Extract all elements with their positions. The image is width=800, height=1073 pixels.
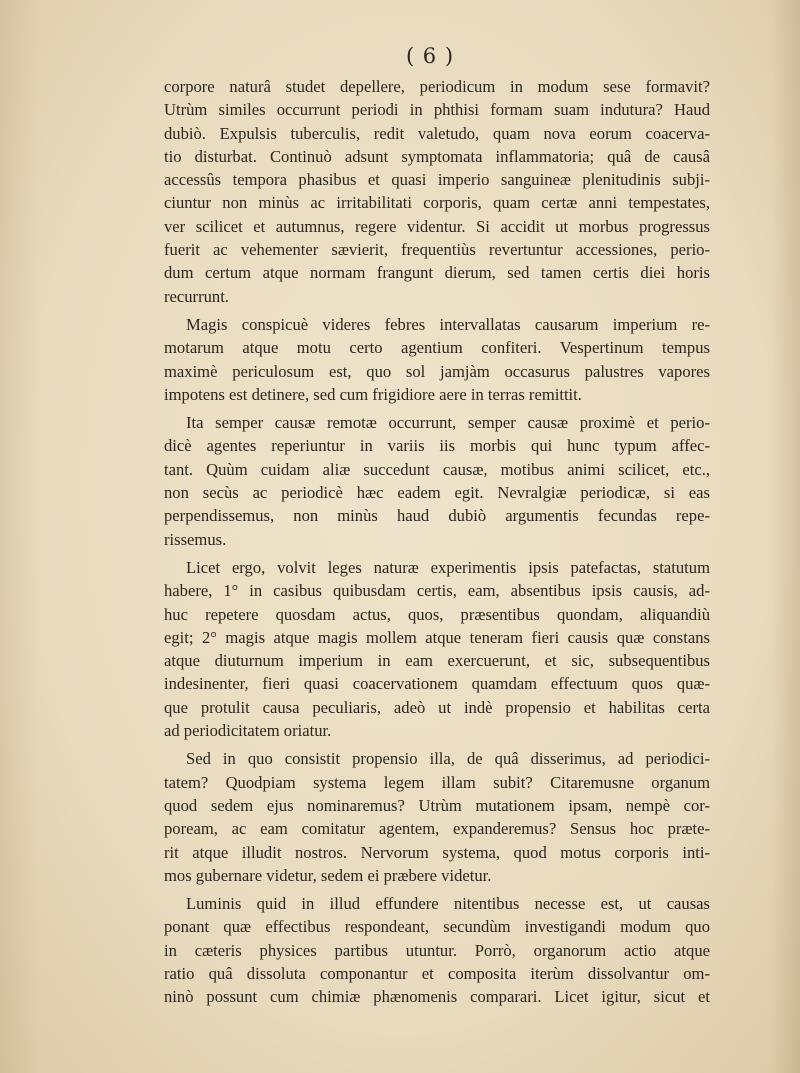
text-line: quod sedem ejus nominaremus? Utrùm mutationem ipsam, nempè cor- xyxy=(164,795,710,815)
text-line: ad periodicitatem oriatur. xyxy=(164,721,332,741)
text-line: poream, ac eam comitatur agentem, expanderemus? Sensus hoc præte- xyxy=(164,819,710,839)
text-line: habere, 1° in casibus quibusdam certis, eam, absentibus ipsis causis, ad- xyxy=(164,581,710,601)
text-line: dicè agentes reperiuntur in variis iis morbis qui hunc typum affec- xyxy=(164,436,710,456)
text-line: Utrùm similes occurrunt periodi in phthisi formam suam indutura? Haud xyxy=(164,100,710,120)
text-line: tio disturbat. Continuò adsunt symptomata inflammatoria; quâ de causâ xyxy=(164,146,710,166)
text-line: maximè periculosum est, quo sol jamjàm occasurus palustres vapores xyxy=(164,361,710,381)
paragraph xyxy=(164,556,710,742)
page-number: ( 6 ) xyxy=(405,44,455,68)
paragraph xyxy=(164,747,710,887)
text-line: motarum atque motu certo agentium confiteri. Vespertinum tempus xyxy=(164,338,710,358)
paragraph xyxy=(164,411,710,551)
text-line: ver scilicet et autumnus, regere videntur. Si accidit ut morbus progressus xyxy=(164,216,710,236)
text-line: accessûs tempora phasibus et quasi imperio sanguineæ plenitudinis subji- xyxy=(164,170,710,190)
text-line: rit atque illudit nostros. Nervorum systema, quod motus corporis inti- xyxy=(164,842,710,862)
text-line: egit; 2° magis atque magis mollem atque teneram fieri causis quæ constans xyxy=(164,627,710,647)
text-line: ratio quâ dissoluta componantur et composita iterùm dissolvantur om- xyxy=(164,963,710,983)
text-line: Licet ergo, volvit leges naturæ experimentis ipsis patefactas, statutum xyxy=(186,557,710,577)
text-line: Ita semper causæ remotæ occurrunt, semper causæ proximè et perio- xyxy=(186,413,710,433)
text-line: recurrunt. xyxy=(164,286,229,306)
text-line: rissemus. xyxy=(164,529,227,549)
text-line: non secùs ac periodicè hæc eadem egit. Nevralgiæ periodicæ, si eas xyxy=(164,483,710,503)
text-line: ponant quæ effectibus respondeant, secundùm investigandi modum quo xyxy=(164,917,710,937)
text-line: mos gubernare videtur, sedem ei præbere videtur. xyxy=(164,865,492,885)
text-line: impotens est detinere, sed cum frigidiore aere in terras remittit. xyxy=(164,384,582,404)
paragraph xyxy=(164,313,710,406)
body-text xyxy=(164,75,710,1014)
paragraph xyxy=(164,75,710,308)
text-line: Sed in quo consistit propensio illa, de quâ disserimus, ad periodici- xyxy=(186,749,710,769)
text-line: Luminis quid in illud effundere nitentibus necesse est, ut causas xyxy=(186,894,710,914)
text-line: dum certum atque normam frangunt dierum, sed tamen certis diei horis xyxy=(164,263,710,283)
paragraph xyxy=(164,892,710,1008)
text-line: corpore naturâ studet depellere, periodicum in modum sese formavit? xyxy=(164,77,710,96)
text-line: tant. Quùm cuidam aliæ succedunt causæ, motibus animi scilicet, etc., xyxy=(164,459,710,479)
text-line: atque diuturnum imperium in eam exercuerunt, et sic, subsequentibus xyxy=(164,651,710,671)
text-line: Magis conspicuè videres febres intervallatas causarum imperium re- xyxy=(186,314,710,334)
text-line: ciuntur non minùs ac irritabilitati corporis, quam certæ anni tempestates, xyxy=(164,193,710,213)
text-line: huc repetere quosdam actus, quos, præsentibus quondam, aliquandiù xyxy=(164,604,710,624)
text-line: in cæteris physices partibus utuntur. Porrò, organorum actio atque xyxy=(164,940,710,960)
text-line: indesinenter, fieri quasi coacervationem quamdam effectuum quos quæ- xyxy=(164,674,710,694)
text-line: tatem? Quodpiam systema legem illam subit? Citaremusne organum xyxy=(164,772,710,792)
text-line: fuerit ac vehementer sævierit, frequentiùs revertuntur accessiones, perio- xyxy=(164,240,710,260)
text-line: ninò possunt cum chimiæ phænomenis comparari. Licet igitur, sicut et xyxy=(164,987,710,1007)
text-line: que protulit causa peculiaris, adeò ut indè propensio et habilitas certa xyxy=(164,697,710,717)
text-line: dubiò. Expulsis tuberculis, redit valetudo, quam nova eorum coacerva- xyxy=(164,123,710,143)
text-line: perpendissemus, non minùs haud dubiò argumentis fecundas repe- xyxy=(164,506,710,526)
